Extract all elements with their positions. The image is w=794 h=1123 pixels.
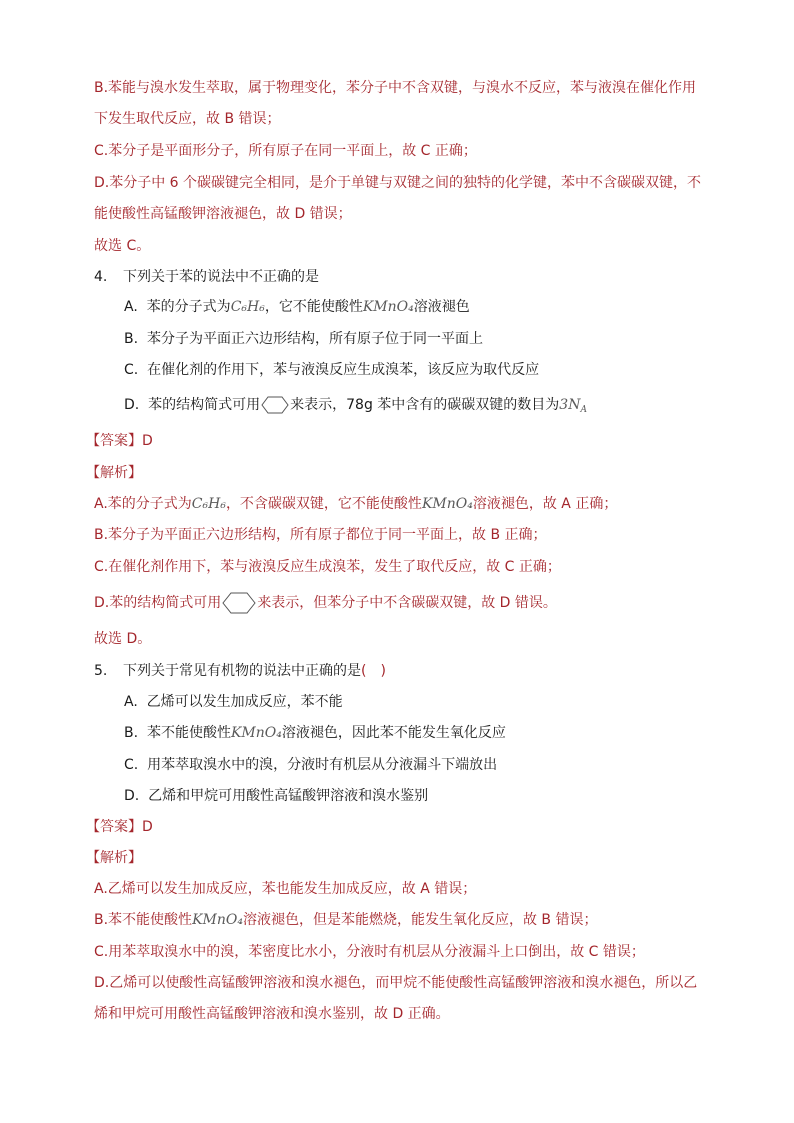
q4-option-d-label: D. xyxy=(124,397,140,413)
q4-stem: 下列关于苯的说法中不正确的是 xyxy=(123,269,319,285)
q4-solution-a-reagent: KMnO₄ xyxy=(421,496,473,512)
q5-solution-b-reagent: KMnO₄ xyxy=(192,912,243,928)
q5-answer-open: 【 xyxy=(86,819,100,835)
q5-solution-c: C.用苯萃取溴水中的溴，苯密度比水小，分液时有机层从分液漏斗上口倒出，故 C 错误； xyxy=(94,944,645,960)
q4-option-b xyxy=(124,329,483,349)
q4-solution-d-pre: D.苯的结构简式可用 xyxy=(94,595,222,611)
q5-answer-word: 答案 xyxy=(100,819,128,835)
q5-option-b-post: 溶液褪色，因此苯不能发生氧化反应 xyxy=(281,725,506,741)
q4-solution-d-post: 来表示，但苯分子中不含碳碳双键，故 D 错误。 xyxy=(257,595,557,611)
q5-stem-text: 下列关于常见有机物的说法中正确的是 xyxy=(123,663,361,679)
q4-answer-value: D xyxy=(142,433,153,449)
q4-solution-d xyxy=(94,592,557,614)
q4-answer xyxy=(86,431,153,451)
q4-answer-open: 【 xyxy=(86,433,100,449)
prev-solution-d-line1: D.苯分子中 6 个碳碳键完全相同，是介于单键与双键之间的独特的化学键，苯中不含碳碳双键，不 xyxy=(94,175,702,191)
q4-option-d-value: $3N_A$ xyxy=(559,397,587,415)
q5-answer xyxy=(86,817,153,837)
q5-answer-value: D xyxy=(142,819,153,835)
prev-solution-b-line2: 下发生取代反应，故 B 错误； xyxy=(94,111,281,127)
q4-solution-choose: 故选 D。 xyxy=(94,631,152,647)
q5-stem-paren: ( ) xyxy=(361,663,386,679)
q4-option-a-label: A. xyxy=(124,299,138,315)
q4-option-c-label: C. xyxy=(124,362,139,378)
q4-option-a-post: 溶液褪色 xyxy=(413,299,470,315)
q4-option-a-mid: ，它不能使酸性 xyxy=(264,299,363,315)
q4-solution-a-mid: ，不含碳碳双键，它不能使酸性 xyxy=(225,496,422,512)
q5-solution-b-pre: B.苯不能使酸性 xyxy=(94,912,193,928)
q4-option-a-pre: 苯的分子式为 xyxy=(146,299,231,315)
q5-option-b-label: B. xyxy=(124,725,139,741)
q4-solution-b: B.苯分子为平面正六边形结构，所有原子都位于同一平面上，故 B 正确； xyxy=(94,527,547,543)
q4-analysis-open: 【 xyxy=(86,465,100,481)
q5-stem xyxy=(123,661,386,681)
q4-option-a-reagent: KMnO₄ xyxy=(362,299,414,315)
q5-analysis-close: 】 xyxy=(128,850,142,866)
q5-option-b-pre: 苯不能使酸性 xyxy=(146,725,231,741)
q5-option-d xyxy=(124,786,428,806)
q5-option-d-text: 乙烯和甲烷可用酸性高锰酸钾溶液和溴水鉴别 xyxy=(148,788,429,804)
q5-option-b-reagent: KMnO₄ xyxy=(230,725,282,741)
q4-solution-a-formula: C₆H₆ xyxy=(191,496,226,512)
q5-option-d-label: D. xyxy=(124,788,140,804)
q4-number: 4. xyxy=(94,269,108,285)
q4-solution-a xyxy=(94,494,617,514)
q4-solution-c: C.在催化剂作用下，苯与液溴反应生成溴苯，发生了取代反应，故 C 正确； xyxy=(94,559,561,575)
q4-option-a xyxy=(124,297,470,317)
q5-solution-d-line1: D.乙烯可以使酸性高锰酸钾溶液和溴水褪色，而甲烷不能使酸性高锰酸钾溶液和溴水褪色，所以乙 xyxy=(94,975,698,991)
q5-answer-close: 】 xyxy=(128,819,142,835)
prev-solution-b-line1: B.苯能与溴水发生萃取，属于物理变化，苯分子中不含双键，与溴水不反应，苯与液溴在催化作用 xyxy=(94,80,697,96)
prev-solution-choose: 故选 C。 xyxy=(94,238,151,254)
q4-analysis-word: 解析 xyxy=(100,465,128,481)
q5-option-c-text: 用苯萃取溴水中的溴，分液时有机层从分液漏斗下端放出 xyxy=(147,757,498,773)
prev-solution-c-line: C.苯分子是平面形分子，所有原子在同一平面上，故 C 正确； xyxy=(94,143,477,159)
q4-solution-a-post: 溶液褪色，故 A 正确； xyxy=(472,496,618,512)
q5-option-a-text: 乙烯可以发生加成反应，苯不能 xyxy=(146,694,343,710)
q4-option-c-text: 在催化剂的作用下，苯与液溴反应生成溴苯，该反应为取代反应 xyxy=(147,362,540,378)
hexagon-icon xyxy=(222,592,256,614)
q5-analysis-word: 解析 xyxy=(100,850,128,866)
q5-option-c xyxy=(124,755,497,775)
q5-solution-a: A.乙烯可以发生加成反应，苯也能发生加成反应，故 A 错误； xyxy=(94,881,477,897)
q4-analysis-close: 】 xyxy=(128,465,142,481)
q4-answer-word: 答案 xyxy=(100,433,128,449)
q5-solution-b-post: 溶液褪色，但是苯能燃烧，能发生氧化反应，故 B 错误； xyxy=(242,912,598,928)
q4-option-b-label: B. xyxy=(124,331,139,347)
q4-option-a-formula: C₆H₆ xyxy=(230,299,265,315)
q4-answer-close: 】 xyxy=(128,433,142,449)
q4-option-d xyxy=(124,395,587,420)
q4-option-d-pre: 苯的结构简式可用 xyxy=(148,397,261,413)
q4-analysis-heading xyxy=(86,463,142,483)
q5-option-b xyxy=(124,723,506,743)
q4-solution-a-pre: A.苯的分子式为 xyxy=(94,496,192,512)
q4-option-b-text: 苯分子为平面正六边形结构，所有原子位于同一平面上 xyxy=(146,331,483,347)
q5-solution-d-line2: 烯和甲烷可用酸性高锰酸钾溶液和溴水鉴别，故 D 正确。 xyxy=(94,1006,450,1022)
q5-option-a-label: A. xyxy=(124,694,138,710)
hexagon-icon xyxy=(261,396,289,414)
q5-analysis-heading xyxy=(86,848,142,868)
q5-option-c-label: C. xyxy=(124,757,139,773)
q5-solution-b xyxy=(94,910,597,930)
q5-number: 5. xyxy=(94,663,108,679)
q4-option-d-post: 来表示，78g 苯中含有的碳碳双键的数目为 xyxy=(290,397,560,413)
prev-solution-d-line2: 能使酸性高锰酸钾溶液褪色，故 D 错误； xyxy=(94,206,352,222)
q4-option-c xyxy=(124,360,539,380)
q5-analysis-open: 【 xyxy=(86,850,100,866)
q5-option-a xyxy=(124,692,343,712)
